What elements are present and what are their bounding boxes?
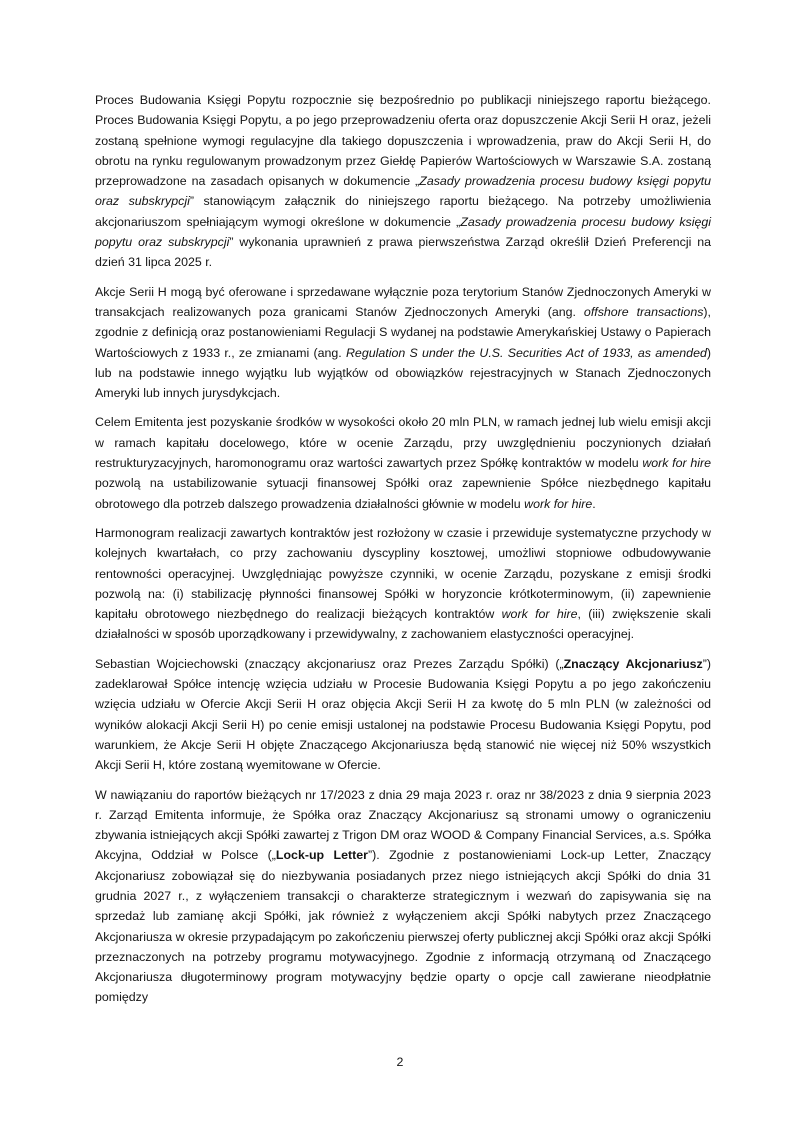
text-run: pozwolą na ustabilizowanie sytuacji finansowej Spółki oraz zapewnienie Spółce niezbędnego kapitału obrotowego dla potrzeb dalszego prowadzenia działalności głównie w modelu bbox=[95, 476, 711, 511]
text-run: Zasady prowadzenia procesu budowy księgi popytu oraz subskrypcji bbox=[95, 214, 711, 250]
text-run: work for hire bbox=[524, 496, 593, 511]
text-run: ), zgodnie z definicją oraz postanowieniami Regulacji S wydanej na podstawie Amerykańskiej Ustawy o Papierach Wartościowych z 1933 r., ze zmianami (ang. bbox=[95, 304, 711, 360]
document-body bbox=[95, 90, 711, 1017]
paragraph bbox=[95, 785, 711, 1008]
page-number: 2 bbox=[396, 1055, 404, 1069]
text-run: Akcje Serii H mogą być oferowane i sprzedawane wyłącznie poza terytorium Stanów Zjednoczonych Ameryki w transakcjach realizowanych poza granicami Stanów Zjednoczonych Ameryki (ang. bbox=[95, 284, 711, 319]
text-run: , (iii) zwiększenie skali działalności w sposób uporządkowany i przewidywalny, z zachowaniem elastyczności operacyjnej. bbox=[95, 607, 711, 642]
paragraph bbox=[95, 654, 711, 776]
paragraph bbox=[95, 412, 711, 513]
text-run: W nawiązaniu do raportów bieżących nr 17/2023 z dnia 29 maja 2023 r. oraz nr 38/2023 z dnia 9 sierpnia 2023 r. Zarząd Emitenta informuje, że Spółka oraz Znaczący Akcjonariusz są stronami umowy o ograniczeniu zbywania istniejących akcji Spółki zawartej z Trigon DM oraz WOOD & Company Financial Services, a.s. Spółka Akcyjna, Oddział w Polsce („ bbox=[95, 787, 711, 863]
text-run: ” wykonania uprawnień z prawa pierwszeństwa Zarząd określił Dzień Preferencji na dzień 31 lipca 2025 r. bbox=[95, 235, 712, 270]
text-run: Zasady prowadzenia procesu budowy księgi popytu oraz subskrypcji bbox=[95, 174, 711, 209]
text-run: Harmonogram realizacji zawartych kontraktów jest rozłożony w czasie i przewiduje systematyczne przychody w kolejnych kwartałach, co przy zachowaniu dyscypliny kosztowej, umożliwi stopniowe odbudowywanie rentowności operacyjnej. Uwzględniając powyższe czynniki, w ocenie Zarządu, pozyskane z emisji środki pozwolą na: (i) stabilizację płynności finansowej Spółki w horyzoncie krótkoterminowym, (ii) zapewnienie kapitału obrotowego niezbędnego do realizacji bieżących kontraktów bbox=[95, 525, 711, 622]
paragraph bbox=[95, 523, 711, 645]
text-run: ) lub na podstawie innego wyjątku lub wyjątków od obowiązków rejestracyjnych w Stanach Zjednoczonych Ameryki lub innych jurysdykcjach. bbox=[95, 345, 711, 401]
text-run: . bbox=[592, 496, 596, 511]
text-run: work for hire bbox=[501, 607, 578, 622]
page-footer bbox=[0, 1052, 800, 1072]
text-run: work for hire bbox=[642, 456, 711, 471]
text-run: Regulation S under the U.S. Securities Act of 1933, as amended bbox=[345, 345, 707, 360]
paragraph bbox=[95, 282, 711, 404]
text-run: Sebastian Wojciechowski (znaczący akcjonariusz oraz Prezes Zarządu Spółki) („ bbox=[95, 656, 564, 671]
text-run: Znaczący Akcjonariusz bbox=[563, 656, 703, 671]
text-run: offshore transactions bbox=[583, 304, 704, 319]
text-run: Celem Emitenta jest pozyskanie środków w wysokości około 20 mln PLN, w ramach jednej lub wielu emisji akcji w ramach kapitału docelowego, które w ocenie Zarządu, przy uwzględnieniu poczynionych działań restrukturyzacyjnych, haromonogramu oraz wartości zawartych przez Spółkę kontraktów w modelu bbox=[95, 415, 711, 471]
text-run: ” stanowiącym załącznik do niniejszego raportu bieżącego. Na potrzeby umożliwienia akcjonariuszom spełniającym wymogi określone w dokumencie „ bbox=[95, 194, 712, 229]
text-run: ”) zadeklarował Spółce intencję wzięcia udziału w Procesie Budowania Księgi Popytu a po jego zakończeniu wzięcia udziału w Ofercie Akcji Serii H oraz objęcia Akcji Serii H za kwotę do 5 mln PLN (w zależności od wyników alokacji Akcji Serii H) po cenie emisji ustalonej na podstawie Procesu Budowania Księgi Popytu, pod warunkiem, że Akcje Serii H objęte Znaczącego Akcjonariusza będą stanowić nie więcej niż 50% wszystkich Akcji Serii H, które zostaną wyemitowane w Ofercie. bbox=[95, 656, 711, 773]
text-run: ”). Zgodnie z postanowieniami Lock-up Letter, Znaczący Akcjonariusz zobowiązał się do niezbywania posiadanych przez niego istniejących akcji Spółki do dnia 31 grudnia 2027 r., z wyłączeniem transakcji o charakterze strategicznym i wezwań do zapisywania się na sprzedaż lub zamianę akcji Spółki, jak również z wyłączeniem akcji Spółki nabytych przez Znaczącego Akcjonariusza w okresie przypadającym po zakończeniu pierwszej oferty publicznej akcji Spółki oraz akcji Spółki przeznaczonych na potrzeby programu motywacyjnego. Zgodnie z informacją otrzymaną od Znaczącego Akcjonariusza długoterminowy program motywacyjny będzie oparty o opcje call zawierane nieodpłatnie pomiędzy bbox=[95, 848, 711, 1005]
paragraph bbox=[95, 90, 711, 273]
text-run: Proces Budowania Księgi Popytu rozpocznie się bezpośrednio po publikacji niniejszego raportu bieżącego. Proces Budowania Księgi Popytu, a po jego przeprowadzeniu oferta oraz dopuszczenie Akcji Serii H oraz, jeżeli zostaną spełnione wymogi regulacyjne dla takiego dopuszczenia i wprowadzenia, praw do Akcji Serii H, do obrotu na rynku regulowanym prowadzonym przez Giełdę Papierów Wartościowych w Warszawie S.A. zostaną przeprowadzone na zasadach opisanych w dokumencie „ bbox=[95, 93, 711, 189]
text-run: Lock-up Letter bbox=[275, 848, 368, 863]
